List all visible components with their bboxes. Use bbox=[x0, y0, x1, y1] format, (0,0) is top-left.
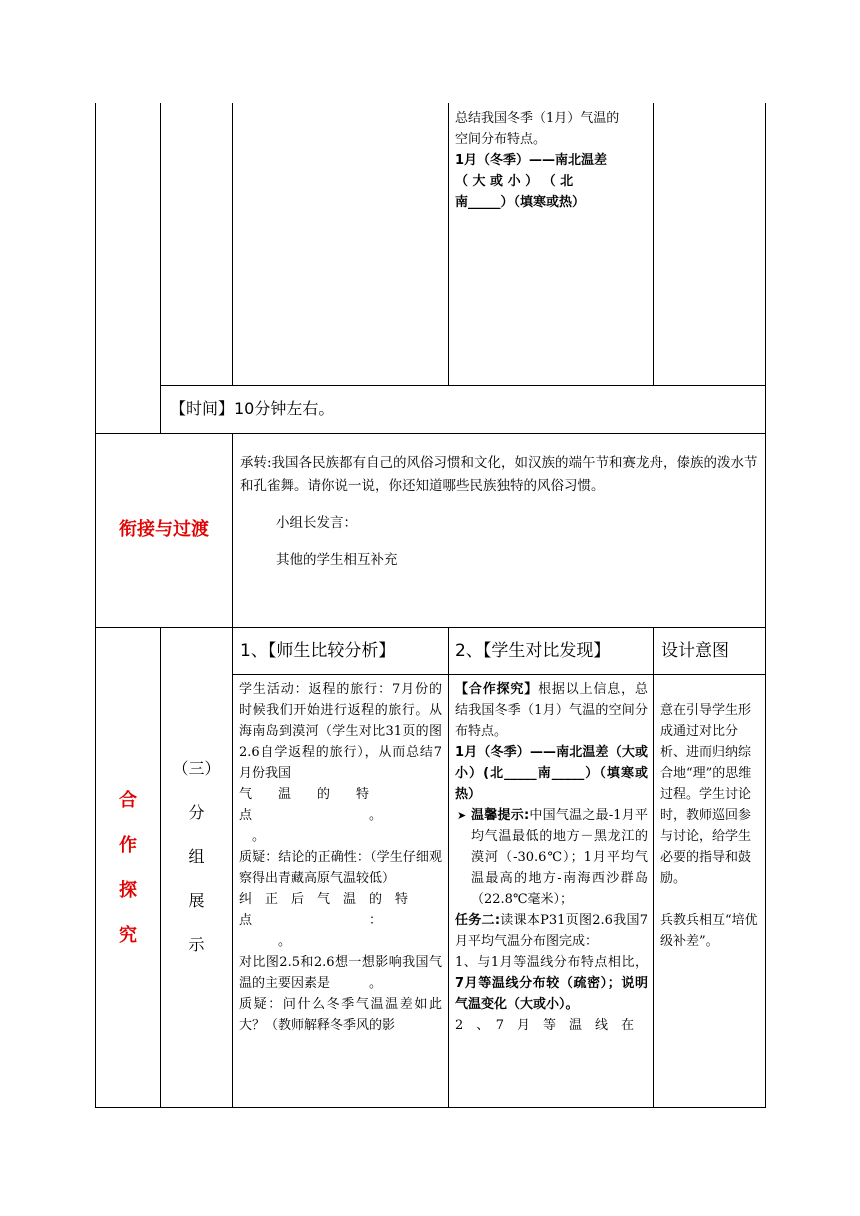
tip-bullet bbox=[455, 805, 648, 910]
summary-line: 总结我国冬季（1月）气温的 bbox=[455, 111, 620, 126]
header-teacher-analysis: 1、【师生比较分析】 bbox=[240, 641, 396, 661]
header-student-discovery: 2、【学生对比发现】 bbox=[455, 641, 611, 661]
grid-line bbox=[653, 103, 654, 385]
activity-text: 点 ： bbox=[239, 913, 383, 928]
transition-label: 衔接与过渡 bbox=[119, 519, 209, 540]
tip-text: 中国气温之最-1月平均气温最低的地方－黑龙江的漠河（-30.6℃）；1月平均气温最高的地方-南海西沙群岛（22.8℃毫米）； bbox=[471, 808, 648, 907]
supplement-text: 其他的学生相互补充 bbox=[276, 552, 398, 568]
header-design-intent: 设计意图 bbox=[661, 641, 729, 661]
group-leader-text: 小组长发言： bbox=[276, 515, 357, 531]
jan-line: 1月（冬季）——南北温差 bbox=[455, 153, 608, 168]
group-display-label bbox=[161, 756, 232, 976]
question-text: 质疑：问什么冬季气温温差如此大？（教师解释冬季风的影 bbox=[239, 997, 442, 1033]
activity-text: 。 bbox=[239, 934, 292, 949]
question-text: 质疑：结论的正确性：（学生仔细观察得出青藏高原气温较低） bbox=[239, 850, 442, 886]
intent-text: 兵教兵相互“培优级补差”。 bbox=[660, 913, 758, 949]
grid-line bbox=[160, 103, 161, 433]
grid-line bbox=[448, 627, 449, 1108]
sub-char: 示 bbox=[188, 935, 205, 954]
grid-line bbox=[95, 433, 766, 434]
activity-text: 气 温 的 特 bbox=[239, 787, 370, 802]
jan-line: （ 大 或 小 ） （ 北 bbox=[455, 174, 574, 189]
coop-label: 【合作探究】 bbox=[455, 682, 539, 697]
grid-line bbox=[232, 627, 233, 1108]
top-summary-cell bbox=[455, 108, 647, 213]
label-char: 究 bbox=[119, 925, 137, 946]
table-border-right bbox=[765, 103, 766, 1108]
design-intent-content bbox=[660, 700, 760, 952]
tip-label: 温馨提示: bbox=[471, 808, 530, 823]
jan-question: 1月（冬季）——南北温差（大或小）(北_____南_____）（填寒或热） bbox=[455, 745, 648, 802]
grid-line bbox=[232, 674, 766, 675]
grid-line bbox=[232, 433, 233, 627]
grid-line bbox=[160, 385, 766, 386]
time-row: 【时间】10分钟左右。 bbox=[170, 399, 335, 418]
summary-line: 空间分布特点。 bbox=[455, 132, 547, 147]
sub-char: 分 bbox=[188, 803, 205, 822]
teacher-analysis-content bbox=[239, 679, 442, 1107]
label-char: 合 bbox=[119, 790, 137, 811]
jan-line: 南_____）（填寒或热） bbox=[455, 195, 586, 210]
factors-text: 对比图2.5和2.6想一想影响我国气温的主要因素是 。 bbox=[239, 955, 442, 991]
item1-bold: 7月等温线分布较（疏密）；说明气温变化（大或小）。 bbox=[455, 976, 648, 1012]
coop-paragraph bbox=[455, 679, 648, 742]
grid-line bbox=[653, 627, 654, 1108]
coop-text: 根据以上信息，总结我国冬季（1月）气温的空间分布特点。 bbox=[455, 682, 648, 739]
task-label: 任务二: bbox=[455, 913, 501, 928]
item1-text: 1、与1月等温线分布特点相比， bbox=[455, 955, 648, 970]
grid-line bbox=[232, 103, 233, 385]
label-char: 作 bbox=[119, 835, 137, 856]
sub-char: （三） bbox=[172, 759, 221, 778]
grid-line bbox=[448, 103, 449, 385]
label-char: 探 bbox=[119, 880, 137, 901]
sub-char: 展 bbox=[188, 891, 205, 910]
student-discovery-content bbox=[455, 679, 648, 1107]
intent-text: 意在引导学生形成通过对比分析、进而归纳综合地“理”的思维过程。学生讨论时，教师巡回参与讨论，给学生必要的指导和鼓励。 bbox=[660, 703, 752, 886]
task-item-1 bbox=[455, 952, 648, 1015]
grid-line bbox=[95, 627, 766, 628]
activity-text: 点 。 bbox=[239, 808, 383, 823]
table-border-bottom bbox=[95, 1107, 766, 1108]
transition-text: 承转:我国各民族都有自己的风俗习惯和文化，如汉族的端午节和赛龙舟，傣族的泼水节和孔雀舞。请你说一说，你还知道哪些民族独特的风俗习惯。 bbox=[240, 455, 758, 494]
activity-text: 纠 正 后 气 温 的 特 bbox=[239, 892, 409, 907]
task-item-2: 2 、 7 月 等 温 线 在 bbox=[455, 1018, 635, 1033]
activity-text: 。 bbox=[239, 829, 266, 844]
arrow-bullet-icon: ➤ bbox=[457, 809, 467, 822]
cooperate-label bbox=[96, 786, 160, 966]
activity-text: 学生活动：返程的旅行：7月份的时候我们开始进行返程的旅行。从海南岛到漠河（学生对比31页的图2.6自学返程的旅行），从而总结7月份我国 bbox=[239, 682, 442, 781]
task-paragraph bbox=[455, 910, 648, 952]
transition-content bbox=[240, 452, 758, 572]
task-text: 读课本P31页图2.6我国7月平均气温分布图完成： bbox=[455, 913, 648, 949]
sub-char: 组 bbox=[188, 847, 205, 866]
